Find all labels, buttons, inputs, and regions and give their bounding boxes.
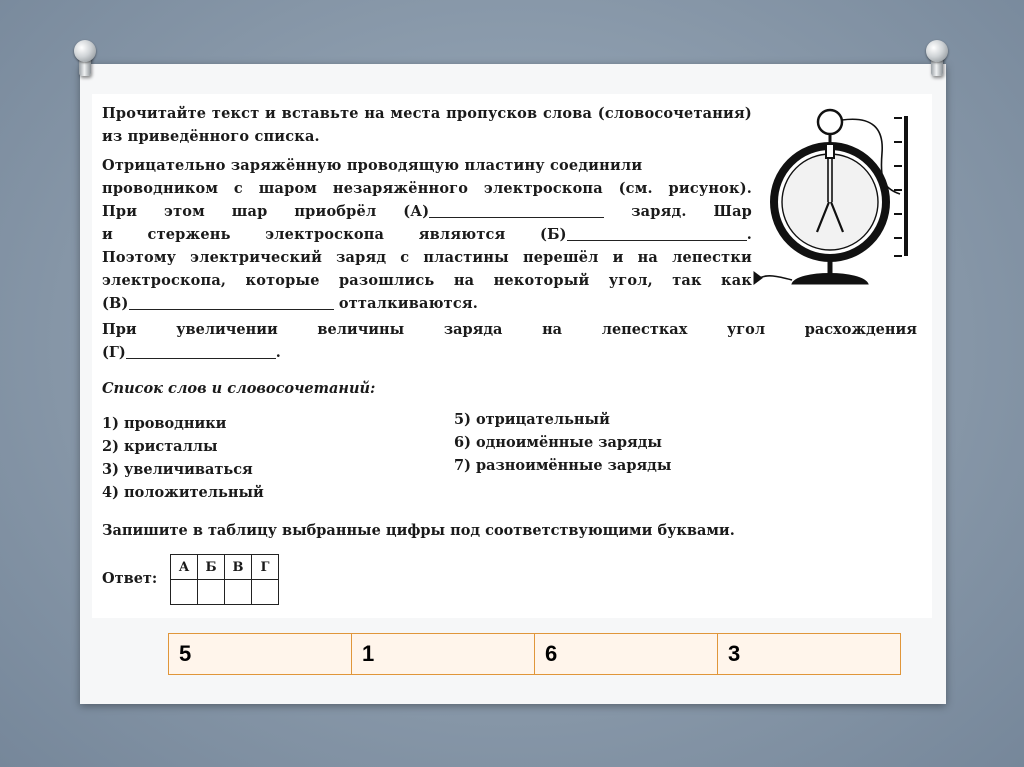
electroscope-illustration <box>732 98 932 294</box>
task-text <box>102 102 752 315</box>
task-line-part: заряд. Шар <box>631 203 753 220</box>
answer-header-cell: Г <box>252 555 279 580</box>
answer-input-cell[interactable] <box>225 580 252 605</box>
answer-header-cell: В <box>225 555 252 580</box>
answer-input-cell[interactable] <box>252 580 279 605</box>
task-line-part: (В) <box>102 295 129 312</box>
task-line: При увеличении величины заряда на лепестках угол расхождения <box>102 321 917 338</box>
task-line: электроскопа, которые разошлись на некоторый угол, так как <box>102 272 752 289</box>
list-item: 6) одноимённые заряды <box>454 434 662 451</box>
answer-table <box>170 554 279 605</box>
task-paragraph-1: Прочитайте текст и вставьте на места пропусков слова (словосочетания) из приведённого списка. <box>102 105 752 145</box>
task-line <box>102 341 917 364</box>
word-list-column-2 <box>454 408 671 477</box>
list-item: 2) кристаллы <box>102 438 218 455</box>
list-item: 4) положительный <box>102 484 264 501</box>
task-line: Поэтому электрический заряд с пластины перешёл и на лепестки <box>102 249 752 266</box>
word-list-column-1 <box>102 412 264 504</box>
instruction-text: Запишите в таблицу выбранные цифры под соответствующими буквами. <box>102 522 735 539</box>
blank-d <box>126 344 276 359</box>
task-text-wide <box>102 318 917 364</box>
task-line <box>102 200 752 223</box>
task-scan <box>92 94 932 618</box>
task-line-part: и стержень электроскопа являются (Б) <box>102 226 567 243</box>
pushpin-left-icon <box>70 40 100 80</box>
task-line-part: . <box>275 344 281 361</box>
task-line-part: отталкиваются. <box>338 295 479 312</box>
result-answer-table <box>168 633 901 675</box>
word-list-title: Список слов и словосочетаний: <box>102 380 376 397</box>
answer-label: Ответ: <box>102 570 158 587</box>
result-cell-b: 1 <box>352 634 535 675</box>
list-item: 5) отрицательный <box>454 411 610 428</box>
task-line-part: При этом шар приобрёл (А) <box>102 203 430 220</box>
task-line-part: (Г) <box>102 344 126 361</box>
answer-header-cell: А <box>171 555 198 580</box>
answer-header-cell: Б <box>198 555 225 580</box>
list-item: 3) увеличиваться <box>102 461 253 478</box>
result-cell-d: 3 <box>718 634 901 675</box>
task-line <box>102 292 752 315</box>
task-line: проводником с шаром незаряжённого электроскопа (см. рисунок). <box>102 180 752 197</box>
list-item: 1) проводники <box>102 415 227 432</box>
result-cell-c: 6 <box>535 634 718 675</box>
list-item: 7) разноимённые заряды <box>454 457 672 474</box>
task-line-part: . <box>746 226 752 243</box>
task-line: Отрицательно заряжённую проводящую пластину соединили <box>102 157 643 174</box>
task-line <box>102 223 752 246</box>
answer-input-cell[interactable] <box>171 580 198 605</box>
blank-b <box>567 226 747 241</box>
blank-c <box>129 295 334 310</box>
blank-a <box>429 203 604 218</box>
result-cell-a: 5 <box>169 634 352 675</box>
pushpin-right-icon <box>922 40 952 80</box>
answer-input-cell[interactable] <box>198 580 225 605</box>
